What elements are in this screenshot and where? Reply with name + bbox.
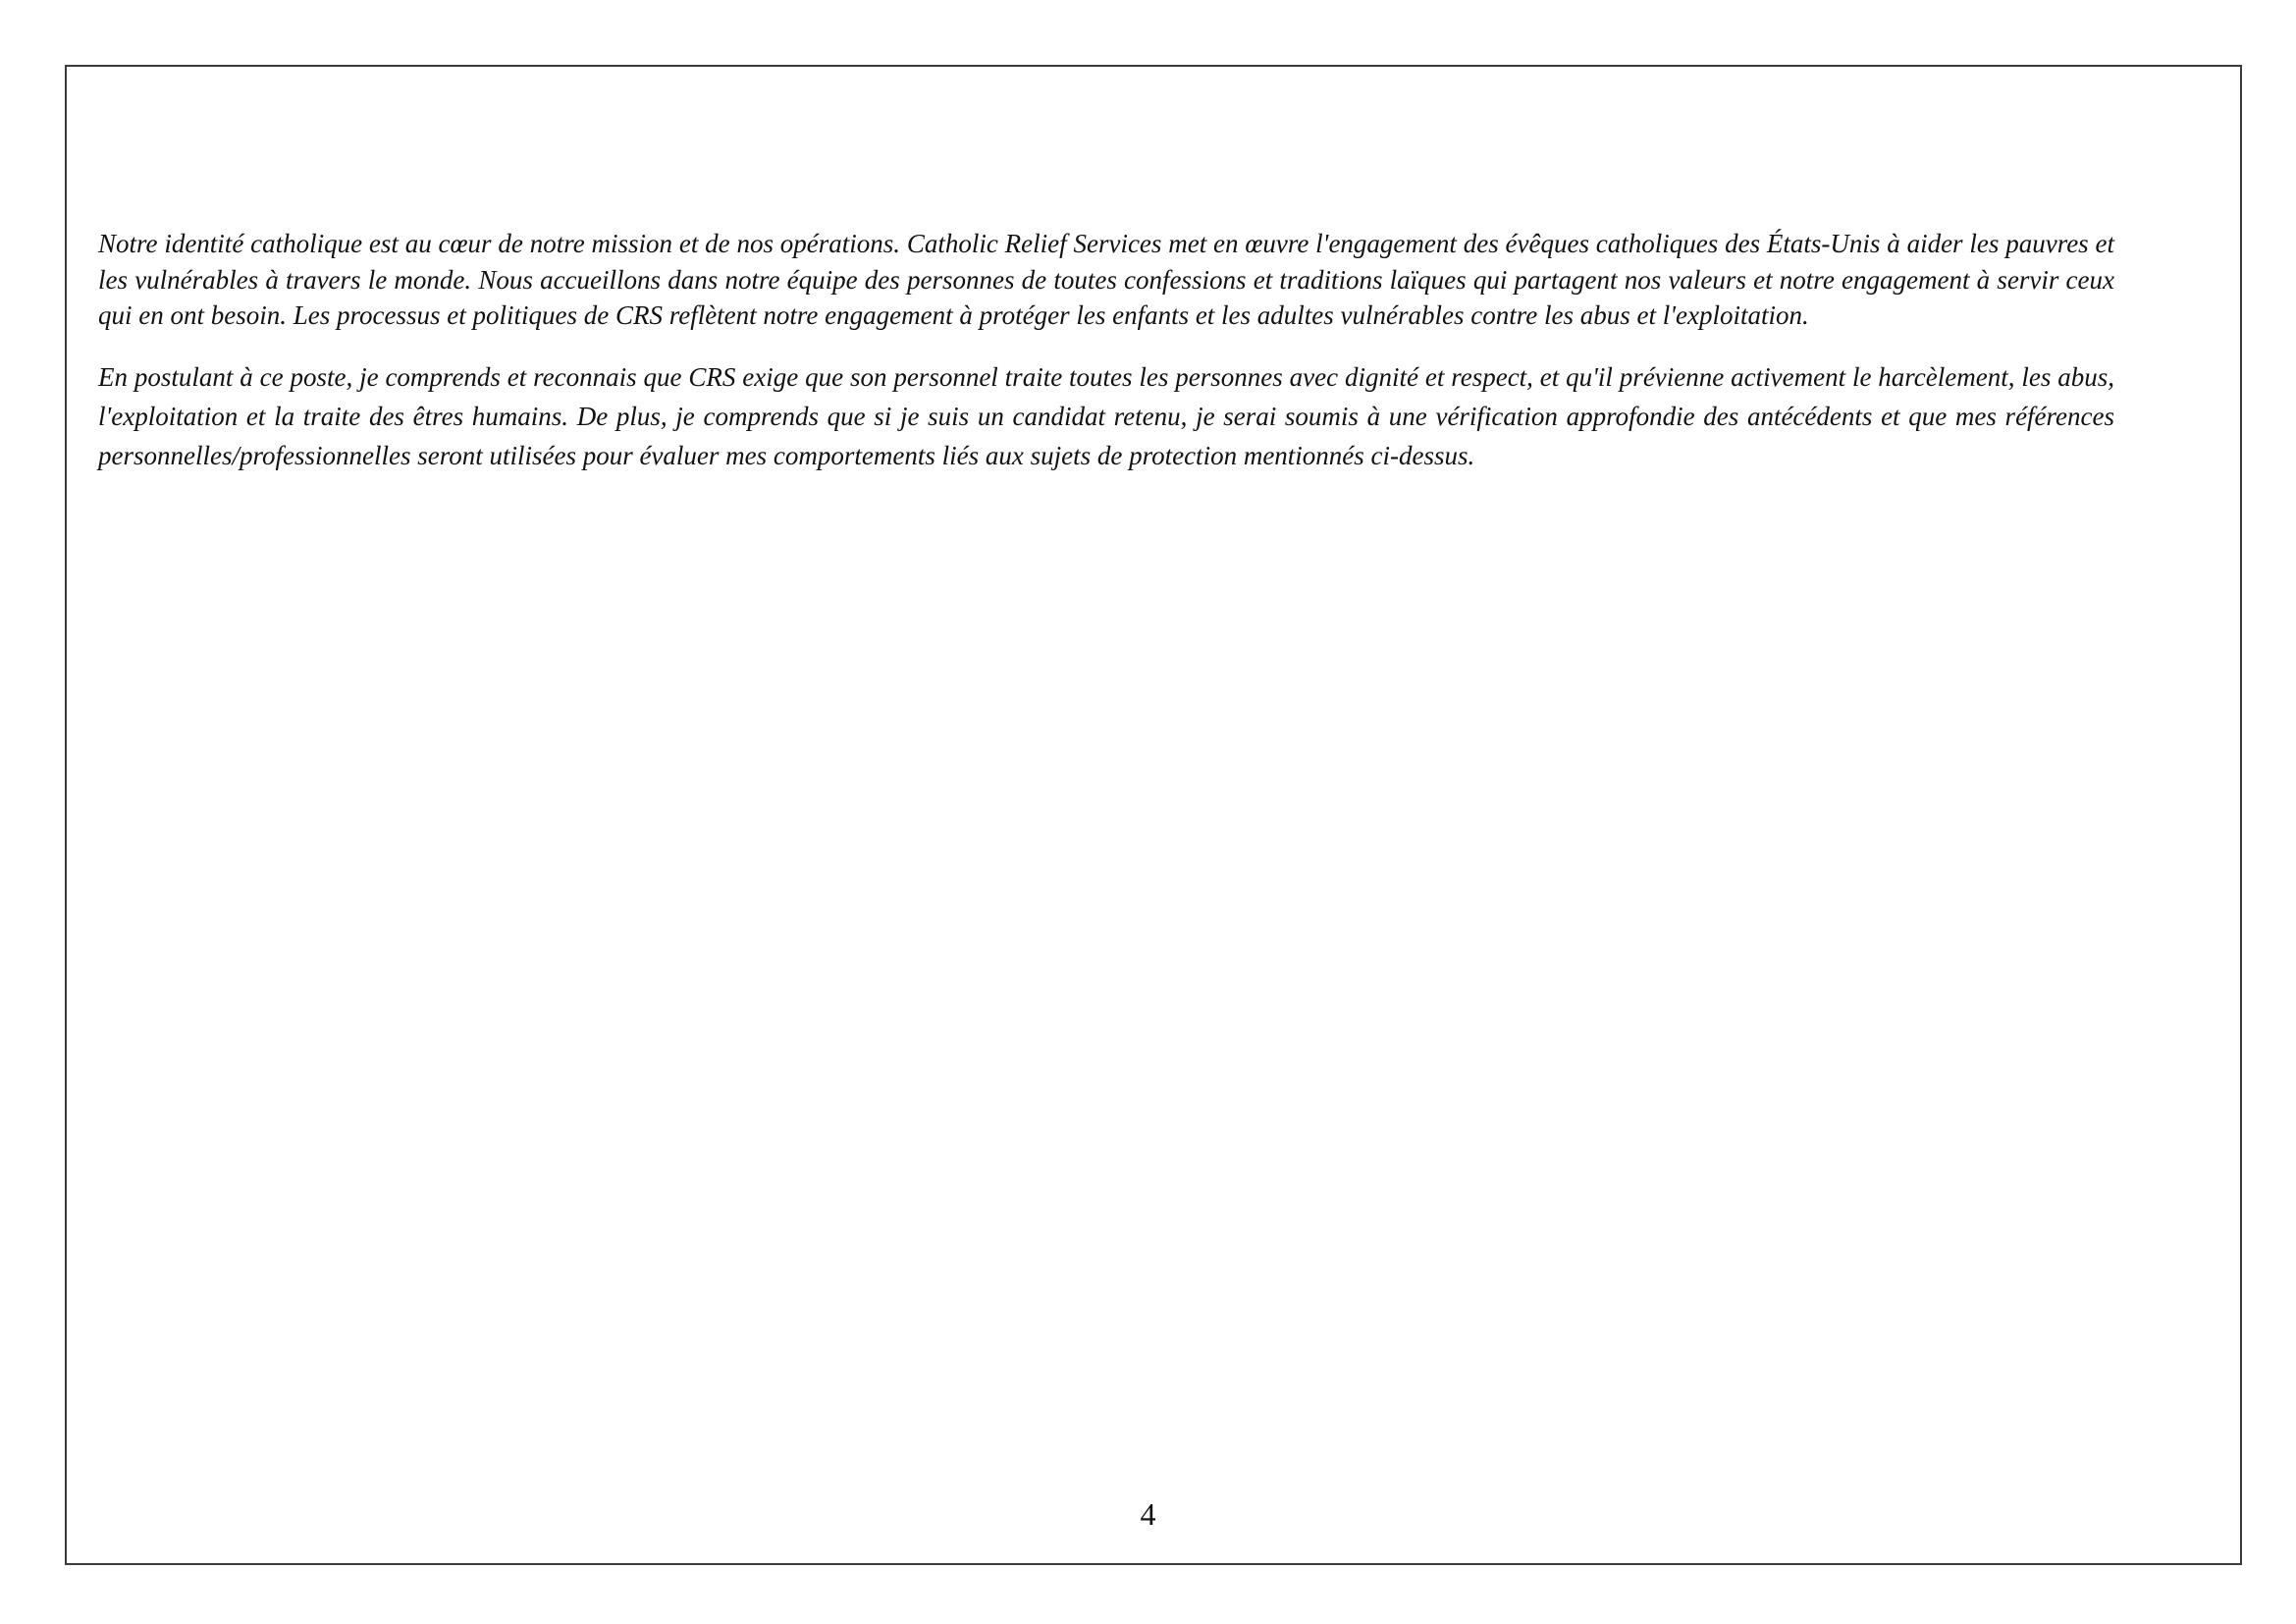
document-body: [98, 226, 2114, 475]
page-number: 4: [1140, 1496, 1156, 1532]
paragraph-catholic-identity: Notre identité catholique est au cœur de notre mission et de nos opérations. Catholic Relief Services met en œuvre l'engagement des évêques catholiques des États-Unis à aider les pauvres et les vulnérables à travers le monde. Nous accueillons dans notre équipe des personnes de toutes confessions et traditions laïques qui partagent nos valeurs et notre engagement à servir ceux qui en ont besoin. Les processus et politiques de CRS reflètent notre engagement à protéger les enfants et les adultes vulnérables contre les abus et l'exploitation.: [98, 229, 2114, 330]
paragraph-safeguarding-acknowledgement: En postulant à ce poste, je comprends et reconnais que CRS exige que son personnel traite toutes les personnes avec dignité et respect, et qu'il prévienne activement le harcèlement, les abus, l'exploitation et la traite des êtres humains. De plus, je comprends que si je suis un candidat retenu, je serai soumis à une vérification approfondie des antécédents et que mes références personnelles/professionnelles seront utilisées pour évaluer mes comportements liés aux sujets de protection mentionnés ci-dessus.: [98, 361, 2114, 470]
